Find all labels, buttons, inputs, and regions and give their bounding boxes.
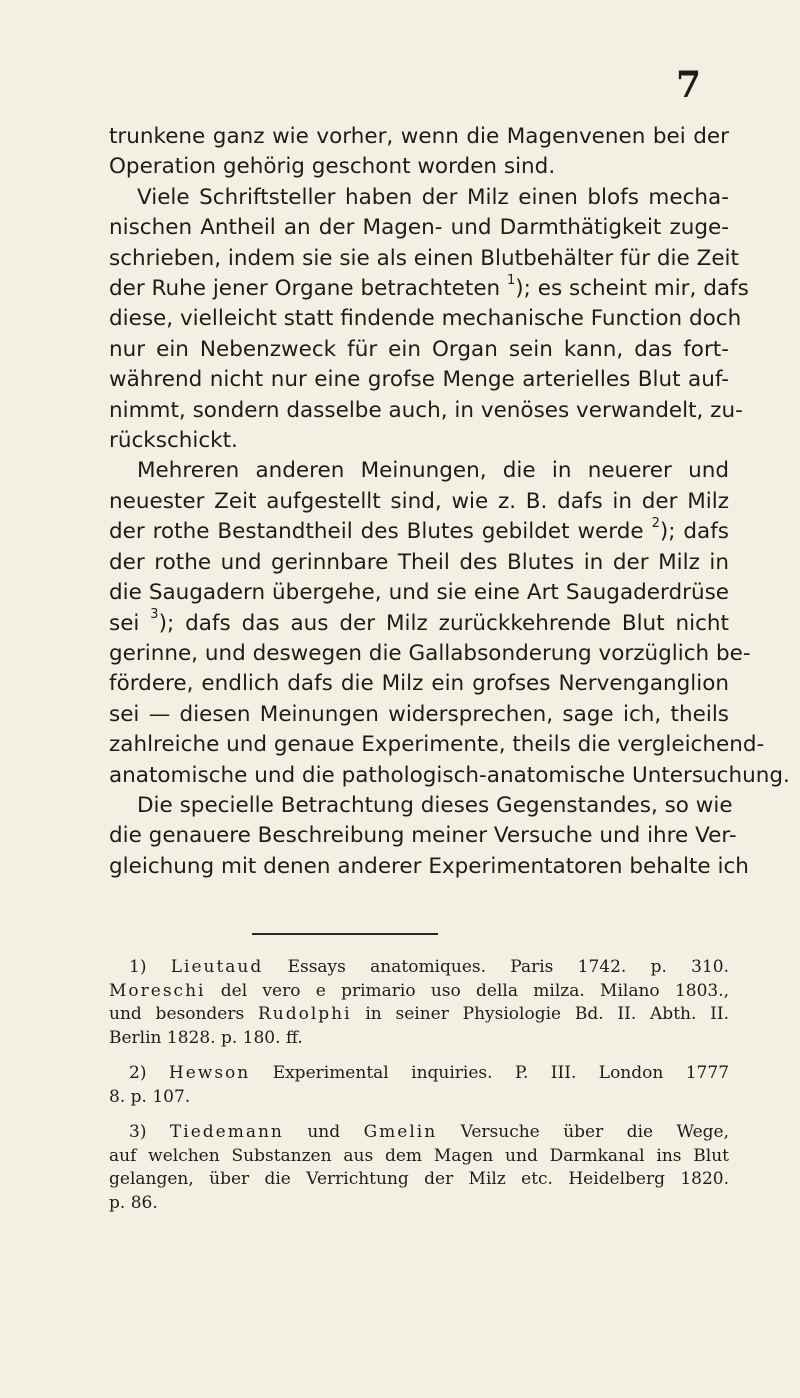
footnote-line: gelangen, über die Verrichtung der Milz etc. Heidelberg 1820. <box>109 1169 729 1189</box>
footnote-ref: 3 <box>150 607 159 623</box>
author-name: Hewson <box>168 1063 251 1083</box>
text-line: diese, vielleicht statt findende mechanische Function doch <box>109 306 742 332</box>
footnote <box>109 1062 729 1109</box>
text-segment: der Ruhe jener Organe betrachteten <box>109 276 508 302</box>
footnote-divider <box>252 933 438 935</box>
text-segment: der rothe Bestandtheil des Blutes gebildet werde <box>109 519 652 545</box>
footnote-text: del vero e primario uso della milza. Milano 1803., <box>220 980 730 1001</box>
text-line: die genauere Beschreibung meiner Versuche und ihre Ver- <box>109 823 737 849</box>
text-line <box>109 272 749 304</box>
text-segment: ); dafs das aus der Milz zurückkehrende Blut nicht <box>158 610 729 636</box>
text-segment: ); es scheint mir, dafs <box>515 276 749 302</box>
footnote-text: Experimental inquiries. P. III. London 1777 <box>272 1063 730 1083</box>
author-name: Lieutaud <box>170 957 264 977</box>
text-line: gleichung mit denen anderer Experimentatoren behalte ich <box>109 853 749 879</box>
page-number: 7 <box>676 64 702 106</box>
footnote-line <box>109 956 729 980</box>
author-name: Tiedemann <box>169 1122 284 1142</box>
footnote-line <box>109 980 729 1004</box>
footnote-marker: 2) <box>129 1063 147 1083</box>
author-name: Rudolphi <box>257 1004 352 1024</box>
text-line: Operation gehörig geschont worden sind. <box>109 154 556 180</box>
footnote-line: Berlin 1828. p. 180. ff. <box>109 1027 303 1048</box>
body-text <box>109 122 790 882</box>
footnote-text: und <box>307 1122 341 1142</box>
footnote-marker: 1) <box>129 957 147 977</box>
text-line: trunkene ganz wie vorher, wenn die Magenvenen bei der <box>109 124 729 149</box>
text-line: der rothe und gerinnbare Theil des Blutes in der Milz in <box>109 549 729 575</box>
text-line: nur ein Nebenzweck für ein Organ sein kann, das fort- <box>109 336 729 362</box>
text-line: Mehreren anderen Meinungen, die in neuerer und <box>137 458 729 484</box>
text-line: anatomische und die pathologisch-anatomische Untersuchung. <box>109 762 790 788</box>
text-line: Viele Schriftsteller haben der Milz einen blofs mecha- <box>137 184 729 210</box>
footnote-text: Versuche über die Wege, <box>460 1122 730 1142</box>
text-line: zahlreiche und genaue Experimente, theils die vergleichend- <box>109 732 765 758</box>
text-line: sei — diesen Meinungen widersprechen, sage ich, theils <box>109 701 729 727</box>
footnote-line: 8. p. 107. <box>109 1086 191 1107</box>
text-line: gerinne, und deswegen die Gallabsonderung vorzüglich be- <box>109 640 751 666</box>
text-line: Die specielle Betrachtung dieses Gegenstandes, so wie <box>137 792 733 818</box>
footnote <box>109 1121 729 1215</box>
footnote <box>109 956 729 1050</box>
footnote-text: Essays anatomiques. Paris 1742. p. 310. <box>287 957 730 977</box>
text-segment: sei <box>109 610 151 636</box>
text-line: die Saugadern übergehe, und sie eine Art Saugaderdrüse <box>109 580 729 606</box>
footnotes <box>109 956 729 1227</box>
footnote-line: p. 86. <box>109 1192 158 1213</box>
footnote-text: in seiner Physiologie Bd. II. Abth. II. <box>365 1004 729 1024</box>
footnote-ref: 2 <box>651 516 660 532</box>
footnote-text: und besonders <box>109 1004 245 1024</box>
footnote-line <box>109 1003 729 1027</box>
text-line: neuester Zeit aufgestellt sind, wie z. B. dafs in der Milz <box>109 488 729 514</box>
text-line: nimmt, sondern dasselbe auch, in venöses verwandelt, zu- <box>109 397 743 423</box>
footnote-marker: 3) <box>129 1122 147 1142</box>
footnote-line: auf welchen Substanzen aus dem Magen und Darmkanal ins Blut <box>109 1145 729 1166</box>
author-name: Gmelin <box>363 1122 438 1142</box>
author-name: Moreschi <box>109 980 206 1001</box>
text-line: während nicht nur eine grofse Menge arterielles Blut auf- <box>109 367 729 393</box>
text-line <box>109 517 729 547</box>
footnote-ref: 1 <box>507 272 516 288</box>
text-line: fördere, endlich dafs die Milz ein grofses Nervenganglion <box>109 671 729 697</box>
text-segment: ); dafs <box>659 519 730 545</box>
text-line: rückschickt. <box>109 428 238 454</box>
footnote-line <box>109 1121 729 1145</box>
text-line: nischen Antheil an der Magen- und Darmthätigkeit zuge- <box>109 215 729 241</box>
text-line: schrieben, indem sie sie als einen Blutbehälter für die Zeit <box>109 245 739 271</box>
footnote-line <box>109 1062 729 1086</box>
text-line <box>109 609 729 639</box>
